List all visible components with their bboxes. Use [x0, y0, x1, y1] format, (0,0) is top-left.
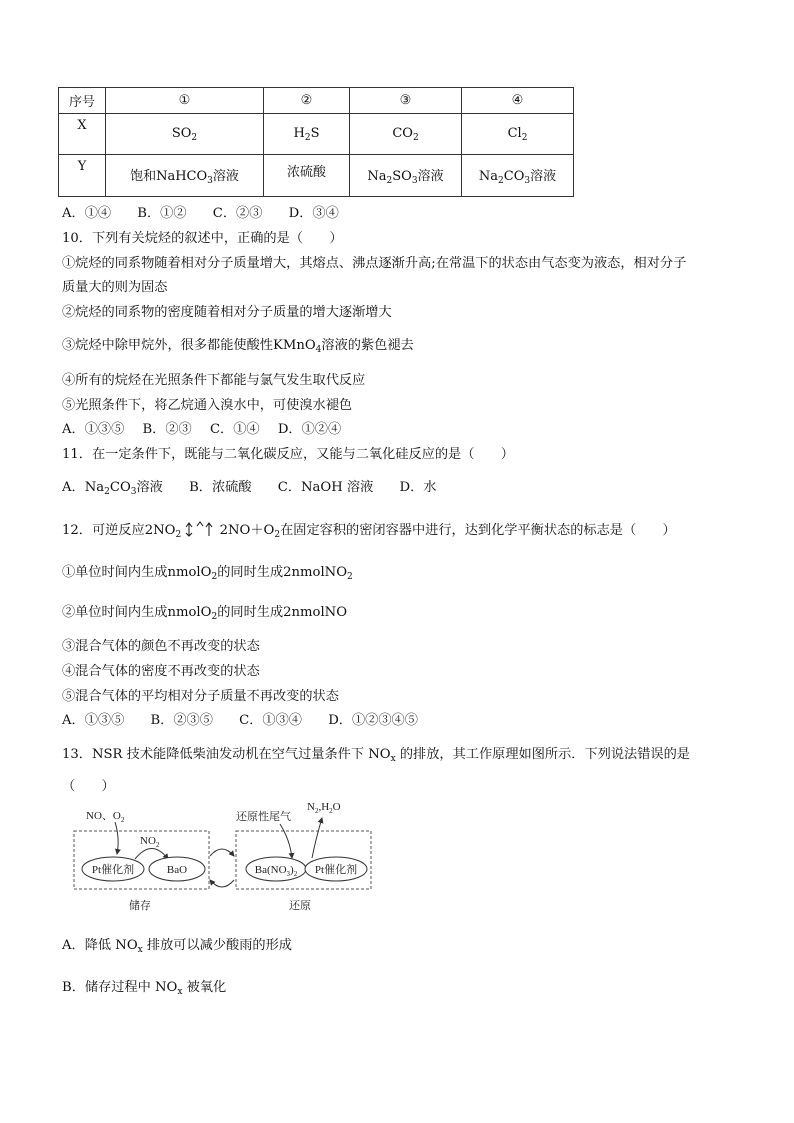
- q13-option-a[interactable]: A．降低 $NO_x$ 排放可以减少酸雨的形成: [62, 938, 292, 955]
- statement-text: 的同时生成2nmolNO: [217, 565, 348, 580]
- q12-stem: 12．可逆反应$2NO_2$ $2NO+O_2$在固定容积的密闭容器中进行，达到化学平衡状态的标志是（ ）: [62, 523, 676, 540]
- table-cell: $Na_2SO_3$溶液: [350, 155, 462, 197]
- no2-arrow: [135, 849, 168, 860]
- formula-text: S: [310, 125, 320, 141]
- q10-statement-5: ⑤光照条件下，将乙烷通入溴水中，可使溴水褪色: [62, 398, 353, 413]
- q13-stem: 13．NSR 技术能降低柴油发动机在空气过量条件下 $NO_x$ 的排放，其工作原理如图所示．下列说法错误的是: [62, 747, 690, 764]
- input-gas-label: NO、$O_2$: [86, 810, 125, 824]
- q12-statement-4: ④混合气体的密度不再改变的状态: [62, 664, 260, 679]
- option-b[interactable]: B．浓硫酸: [189, 480, 252, 495]
- products-arrow: [312, 818, 322, 858]
- q12-statement-5: ⑤混合气体的平均相对分子质量不再改变的状态: [62, 689, 339, 704]
- cell-text: Na: [367, 169, 387, 184]
- pt-catalyst-label: Pt催化剂: [91, 864, 135, 876]
- q12-options: [62, 709, 418, 728]
- table-header-cell: ②: [264, 88, 350, 114]
- bao-label: BaO: [166, 864, 188, 876]
- table-row-x: [59, 114, 574, 155]
- row-label-y: Y: [59, 155, 106, 197]
- table-cell: $SO_2$: [106, 114, 264, 155]
- formula-text: Cl: [507, 125, 522, 141]
- reduction-caption: 还原: [289, 900, 311, 912]
- pt-catalyst-label-2: Pt催化剂: [314, 864, 358, 876]
- option-a[interactable]: A．$Na_2CO_3$溶液: [62, 480, 163, 497]
- cell-text: CO: [503, 169, 525, 184]
- option-text: B．储存过程中 NO: [62, 980, 178, 995]
- table-header-row: [59, 88, 574, 114]
- row-label-x: X: [59, 114, 106, 155]
- ba-nitrate-label: $Ba(NO_3)_2$: [254, 864, 298, 878]
- option-c[interactable]: C．①③④: [239, 713, 302, 728]
- q11-stem: 11．在一定条件下，既能与二氧化碳反应，又能与二氧化硅反应的是（ ）: [62, 447, 514, 462]
- formula-text: CO: [392, 125, 413, 141]
- q12-statement-2: ②单位时间内生成nmolO$_2$的同时生成2nmolNO: [62, 605, 348, 622]
- option-text: A．降低 NO: [62, 938, 138, 953]
- cell-text: 溶液: [530, 169, 557, 184]
- q13-stem-blank: （ ）: [62, 779, 115, 794]
- table-header-cell: ①: [106, 88, 264, 114]
- stem-text: 13．NSR 技术能降低柴油发动机在空气过量条件下 NO: [62, 747, 391, 762]
- cycle-arrow-back: [210, 880, 234, 887]
- option-c[interactable]: C．②③: [212, 206, 263, 221]
- cell-text: Na: [478, 169, 499, 184]
- q9-options: [62, 202, 339, 221]
- option-text: 被氧化: [182, 980, 227, 995]
- option-a[interactable]: A．①③⑤: [62, 713, 125, 728]
- table-cell: [264, 155, 350, 197]
- table-cell: 饱和NaHCO$_3$溶液: [106, 155, 264, 197]
- option-b[interactable]: B．②③: [142, 422, 192, 437]
- table-header-cell: ③: [350, 88, 462, 114]
- q13-option-b[interactable]: B．储存过程中 $NO_x$ 被氧化: [62, 980, 227, 997]
- table-row-y: [59, 155, 574, 197]
- reversible-arrow-icon: [185, 521, 215, 537]
- no2-label: $NO_2$: [140, 835, 160, 849]
- option-text: 排放可以减少酸雨的形成: [142, 938, 292, 953]
- q10-options: [62, 418, 341, 437]
- nsr-diagram: [60, 798, 380, 916]
- stem-text: 12．可逆反应2NO: [62, 523, 176, 538]
- products-label: $N_2,H_2O$: [307, 801, 341, 815]
- q10-stem: 10．下列有关烷烃的叙述中，正确的是（ ）: [62, 231, 343, 246]
- option-a[interactable]: A．①④: [62, 206, 112, 221]
- q10-statement-1: ①烷烃的同系物随着相对分子质量增大，其熔点、沸点逐渐升高;在常温下的状态由气态变为液态，相对分子: [62, 256, 687, 271]
- cell-text: 溶液: [417, 169, 444, 184]
- stem-text: 在固定容积的密闭容器中进行，达到化学平衡状态的标志是（ ）: [280, 523, 676, 538]
- table-header-cell: 序号: [59, 88, 106, 114]
- option-b[interactable]: B．①②: [137, 206, 187, 221]
- option-d[interactable]: D．③④: [288, 206, 339, 221]
- q12-statement-1: ①单位时间内生成nmolO$_2$的同时生成2nmolNO$_2$: [62, 565, 353, 582]
- storage-caption: 储存: [129, 900, 151, 912]
- q10-statement-3: ③烷烃中除甲烷外，很多都能使酸性KMnO$_4$溶液的紫色褪去: [62, 338, 414, 355]
- q11-options: [62, 476, 436, 497]
- option-text: 溶液: [136, 480, 163, 495]
- cycle-arrow-forward: [210, 849, 234, 856]
- option-d[interactable]: D．①②③④⑤: [328, 713, 418, 728]
- cell-text: 浓硫酸: [286, 165, 326, 180]
- cell-text: 溶液: [212, 169, 239, 184]
- cell-text: 饱和NaHCO: [130, 169, 208, 184]
- table-cell: $H_2S$: [264, 114, 350, 155]
- table-cell: $CO_2$: [350, 114, 462, 155]
- option-c[interactable]: C．①④: [209, 422, 260, 437]
- stem-text: 的排放，其工作原理如图所示．下列说法错误的是: [395, 747, 690, 762]
- formula-text: H: [293, 125, 305, 141]
- input-arrow: [115, 822, 118, 854]
- tail-gas-label: 还原性尾气: [236, 811, 291, 823]
- tail-gas-arrow: [280, 824, 292, 858]
- statement-text: 溶液的紫色褪去: [321, 338, 414, 353]
- statement-text: ②单位时间内生成nmolO: [62, 605, 212, 620]
- option-d[interactable]: D．水: [399, 480, 437, 495]
- table-cell: $Cl_2$: [462, 114, 574, 155]
- q10-statement-4: ④所有的烷烃在光照条件下都能与氯气发生取代反应: [62, 373, 366, 388]
- option-d[interactable]: D．①②④: [277, 422, 342, 437]
- q10-statement-1-cont: 质量大的则为固态: [62, 280, 168, 295]
- table-header-cell: ④: [462, 88, 574, 114]
- statement-text: ③烷烃中除甲烷外，很多都能使酸性KMnO: [62, 338, 316, 353]
- option-a[interactable]: A．①③⑤: [62, 422, 125, 437]
- option-c[interactable]: C．NaOH 溶液: [277, 480, 374, 495]
- statement-text: ①单位时间内生成nmolO: [62, 565, 212, 580]
- cell-text: SO: [392, 169, 412, 184]
- option-b[interactable]: B．②③⑤: [150, 713, 213, 728]
- reagent-table: [58, 87, 574, 197]
- stem-text: 2NO＋O: [219, 523, 275, 538]
- formula-text: SO: [171, 125, 192, 141]
- q10-statement-2: ②烷烃的同系物的密度随着相对分子质量的增大逐渐增大: [62, 305, 392, 320]
- option-text: CO: [109, 480, 131, 495]
- statement-text: 的同时生成2nmolNO: [217, 605, 348, 620]
- q12-statement-3: ③混合气体的颜色不再改变的状态: [62, 639, 260, 654]
- table-cell: $Na_2CO_3$溶液: [462, 155, 574, 197]
- option-text: A．Na: [62, 480, 105, 495]
